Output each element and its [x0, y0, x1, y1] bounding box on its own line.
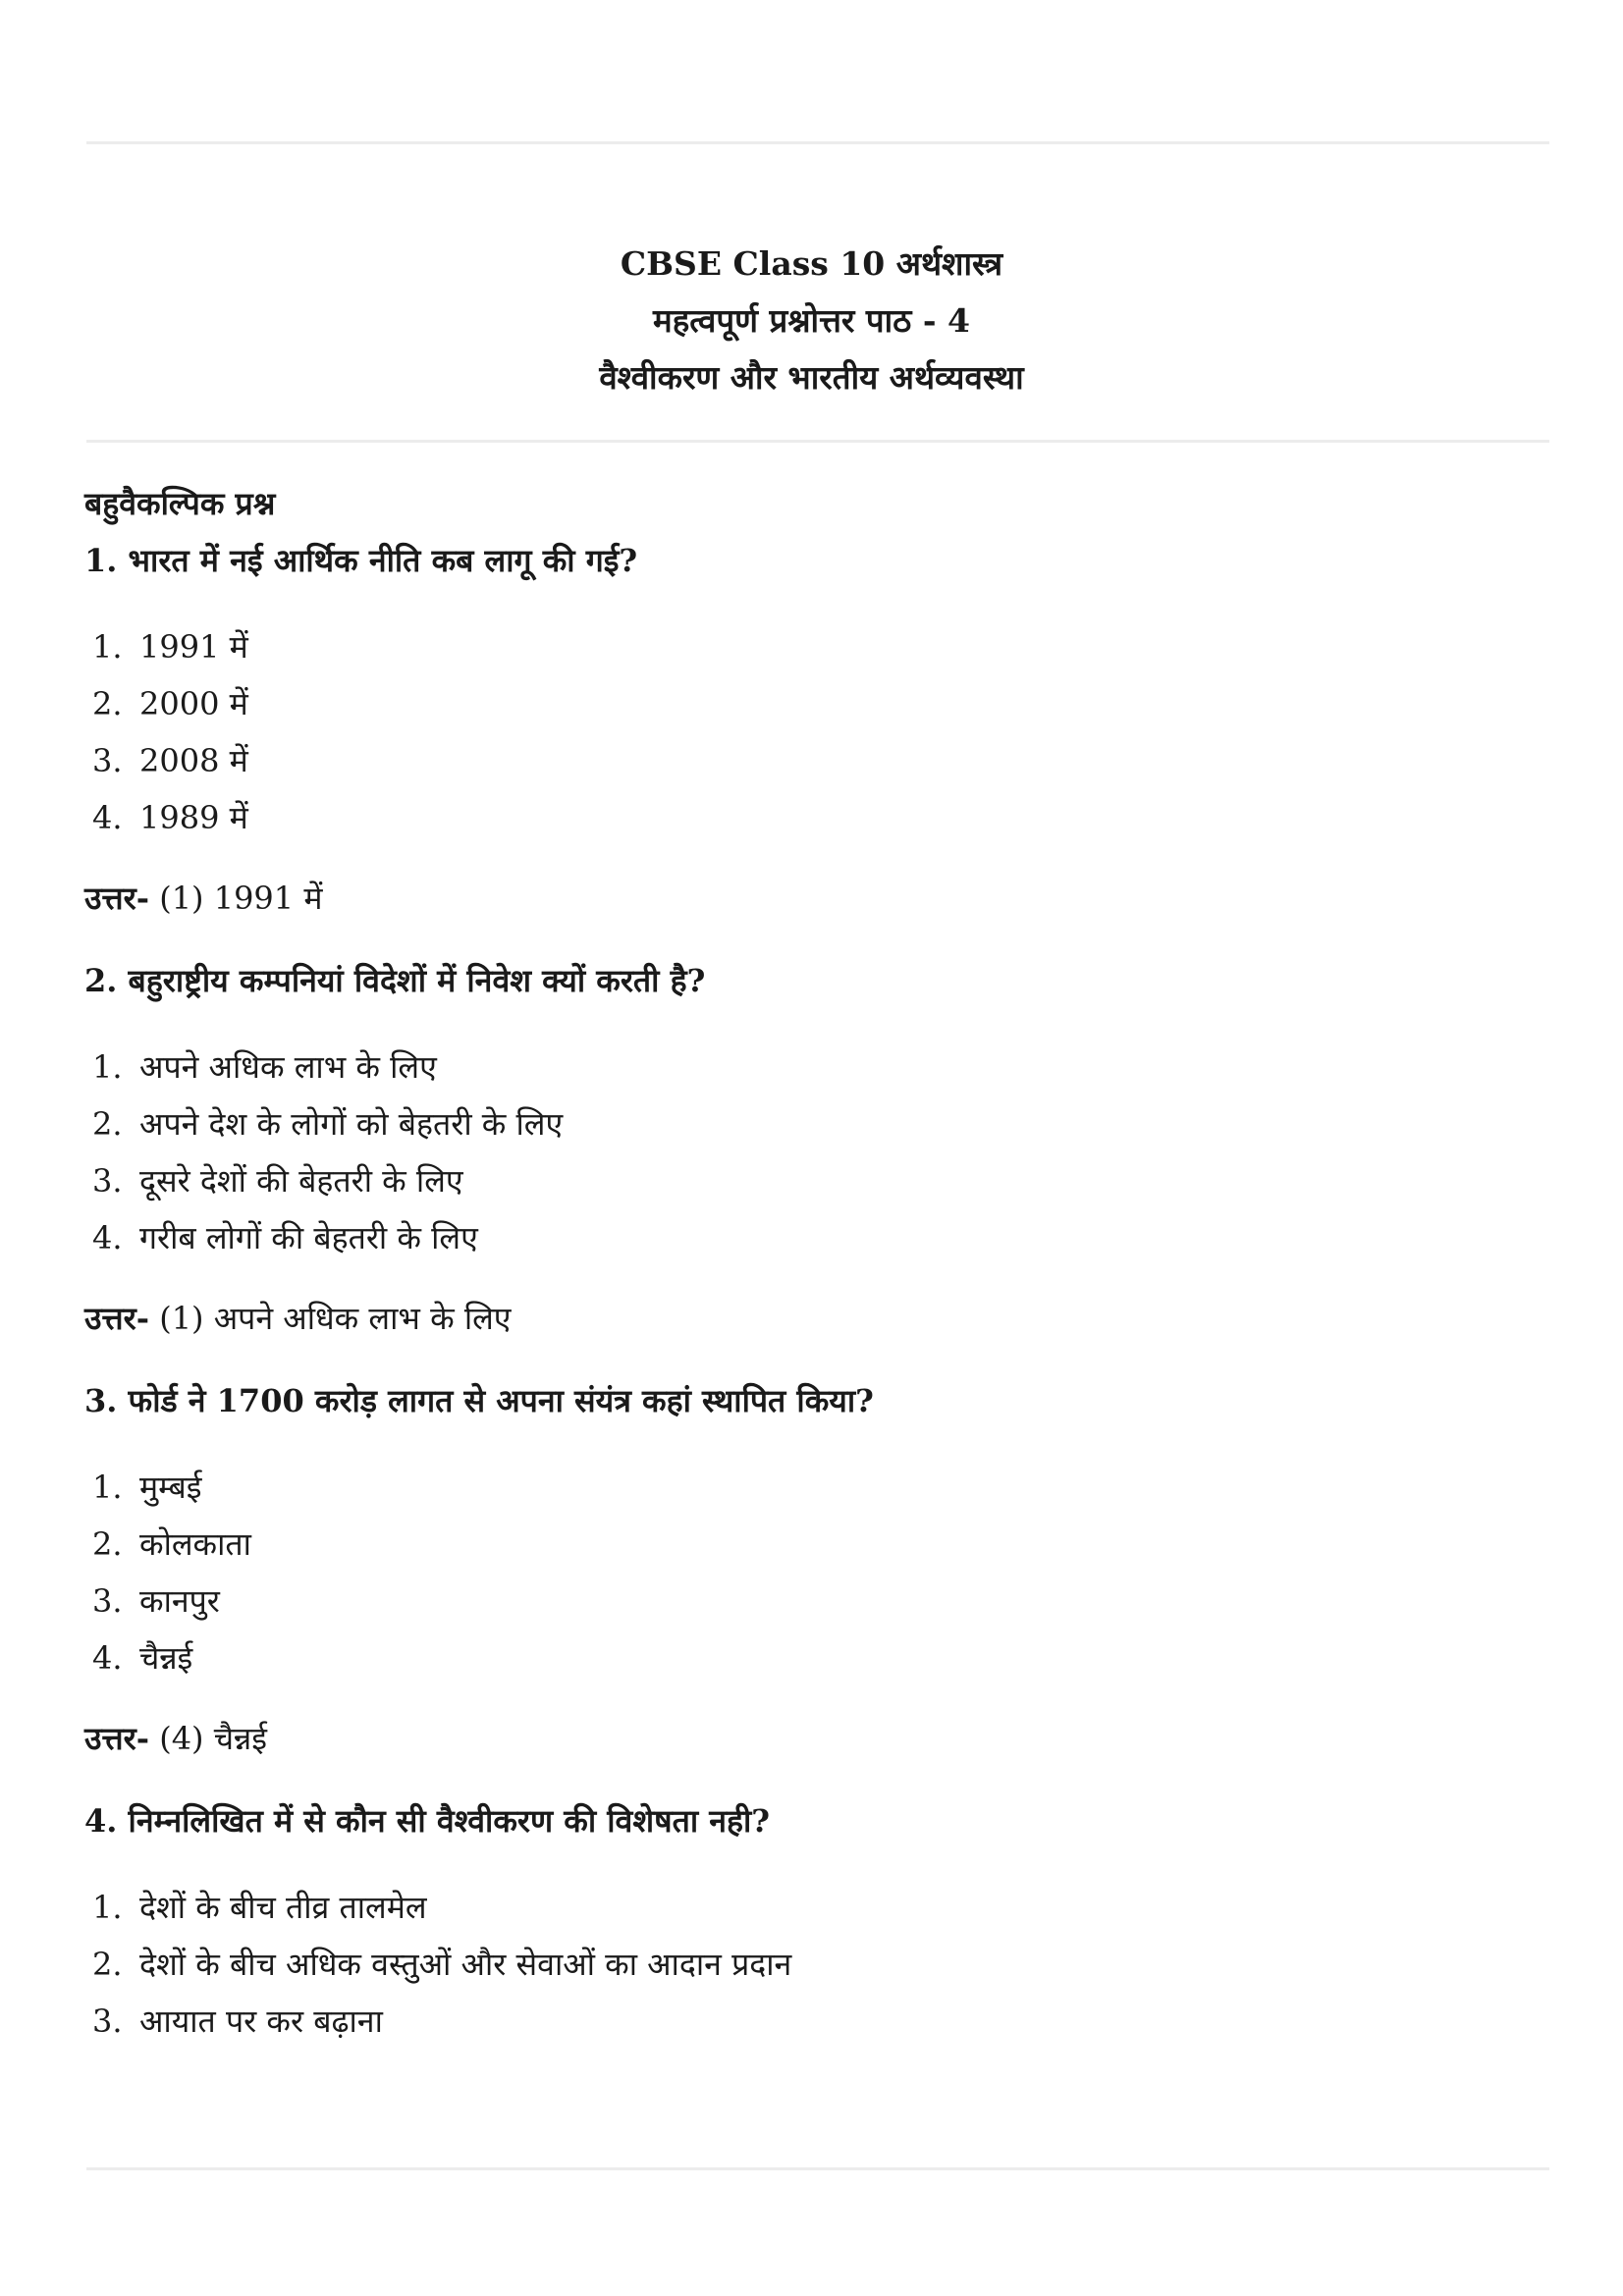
- top-divider: [86, 141, 1549, 144]
- option-item: [84, 1095, 1538, 1152]
- answer-text: (1) 1991 में: [159, 880, 323, 917]
- option-number: 3.: [92, 1582, 123, 1620]
- option-item: [84, 1629, 1538, 1686]
- section-label: बहुवैकल्पिक प्रश्न: [84, 485, 276, 522]
- header-chapter-title: वैश्वीकरण और भारतीय अर्थव्यवस्था: [599, 358, 1024, 397]
- option-text: देशों के बीच अधिक वस्तुओं और सेवाओं का आदान प्रदान: [139, 1946, 792, 1983]
- option-number: 3.: [92, 2002, 123, 2040]
- question-block-3: [84, 1376, 1538, 1763]
- option-text: 1991 में: [139, 628, 248, 666]
- option-number: 1.: [92, 1468, 123, 1506]
- option-item: [84, 1573, 1538, 1629]
- option-list: [84, 1879, 1538, 2050]
- option-text: 1989 में: [139, 799, 248, 836]
- option-item: [84, 1936, 1538, 1993]
- bottom-divider: [86, 2167, 1549, 2170]
- option-number: 2.: [92, 685, 123, 722]
- option-list: [84, 1039, 1538, 1266]
- answer-label: उत्तर-: [84, 1720, 150, 1757]
- header-subtitle: महत्वपूर्ण प्रश्नोत्तर पाठ - 4: [653, 301, 970, 340]
- question-text: 1. भारत में नई आर्थिक नीति कब लागू की गई?: [84, 542, 638, 579]
- option-item: [84, 675, 1538, 732]
- option-number: 1.: [92, 1048, 123, 1086]
- header-divider: [86, 440, 1549, 443]
- question-text: 4. निम्नलिखित में से कौन सी वैश्वीकरण की विशेषता नही?: [84, 1802, 771, 1840]
- option-text: मुम्बई: [139, 1468, 202, 1506]
- option-number: 2.: [92, 1105, 123, 1143]
- option-item: [84, 1879, 1538, 1936]
- question-block-2: [84, 956, 1538, 1343]
- option-text: गरीब लोगों की बेहतरी के लिए: [139, 1219, 478, 1256]
- question-block-1: [84, 536, 1538, 923]
- answer-line: [84, 1714, 1538, 1763]
- option-number: 3.: [92, 1162, 123, 1200]
- option-list: [84, 618, 1538, 846]
- option-number: 3.: [92, 742, 123, 779]
- option-item: [84, 789, 1538, 846]
- option-item: [84, 732, 1538, 789]
- option-text: अपने देश के लोगों को बेहतरी के लिए: [139, 1105, 564, 1143]
- option-item: [84, 1993, 1538, 2050]
- option-number: 1.: [92, 628, 123, 666]
- answer-label: उत्तर-: [84, 880, 150, 917]
- option-text: दूसरे देशों की बेहतरी के लिए: [139, 1162, 463, 1200]
- option-number: 2.: [92, 1946, 123, 1983]
- option-number: 4.: [92, 799, 123, 836]
- option-text: देशों के बीच तीव्र तालमेल: [139, 1889, 427, 1926]
- option-number: 4.: [92, 1639, 123, 1677]
- question-block-4: [84, 1796, 1538, 2050]
- option-item: [84, 618, 1538, 675]
- option-text: आयात पर कर बढ़ाना: [139, 2002, 383, 2040]
- answer-text: (4) चैन्नई: [159, 1720, 267, 1757]
- option-text: कानपुर: [139, 1582, 220, 1620]
- answer-text: (1) अपने अधिक लाभ के लिए: [159, 1300, 512, 1337]
- question-text: 3. फोर्ड ने 1700 करोड़ लागत से अपना संयंत्र कहां स्थापित किया?: [84, 1382, 874, 1419]
- option-item: [84, 1209, 1538, 1266]
- option-list: [84, 1459, 1538, 1686]
- option-item: [84, 1459, 1538, 1516]
- question-content: [84, 479, 1538, 2083]
- option-item: [84, 1152, 1538, 1209]
- option-number: 2.: [92, 1525, 123, 1563]
- answer-line: [84, 874, 1538, 923]
- option-text: चैन्नई: [139, 1639, 193, 1677]
- option-number: 4.: [92, 1219, 123, 1256]
- option-text: कोलकाता: [139, 1525, 251, 1563]
- option-number: 1.: [92, 1889, 123, 1926]
- option-text: अपने अधिक लाभ के लिए: [139, 1048, 437, 1086]
- option-item: [84, 1039, 1538, 1095]
- option-text: 2000 में: [139, 685, 248, 722]
- question-text: 2. बहुराष्ट्रीय कम्पनियां विदेशों में निवेश क्यों करती है?: [84, 962, 706, 999]
- option-item: [84, 1516, 1538, 1573]
- option-text: 2008 में: [139, 742, 248, 779]
- answer-line: [84, 1294, 1538, 1343]
- header-title: CBSE Class 10 अर्थशास्त्र: [620, 244, 1003, 283]
- document-header: [0, 236, 1623, 406]
- answer-label: उत्तर-: [84, 1300, 150, 1337]
